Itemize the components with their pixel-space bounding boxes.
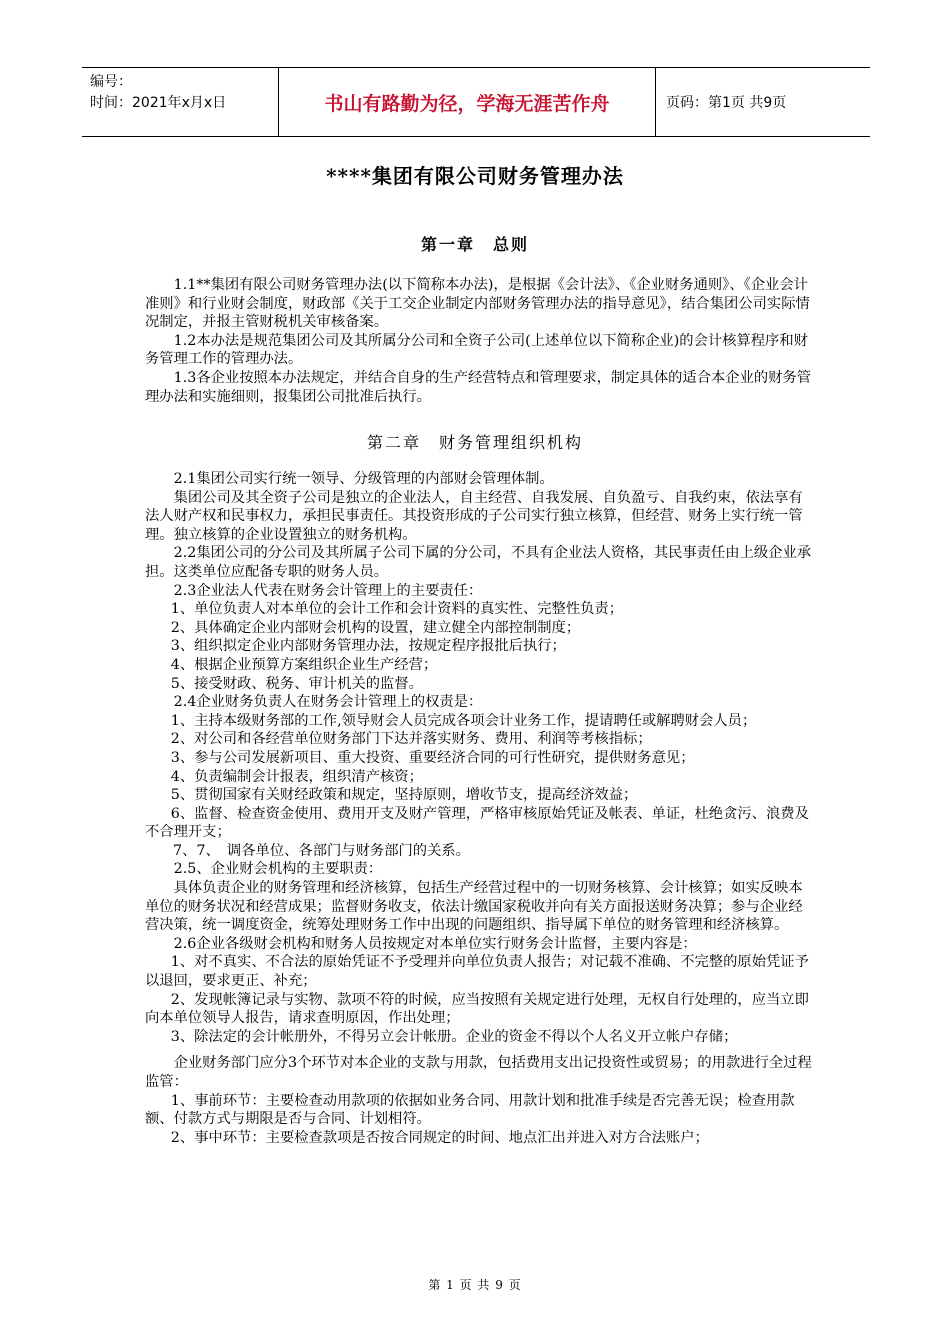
list-item: 3、组织拟定企业内部财务管理办法，按规定程序报批后执行； — [170, 638, 566, 655]
paragraph: 2.5、企业财会机构的主要职责： — [173, 861, 383, 878]
header-meta — [82, 68, 279, 136]
list-item: 1、单位负责人对本单位的会计工作和会计资料的真实性、完整性负责； — [170, 601, 624, 618]
header-number: 编号： — [90, 74, 132, 90]
list-item: 3、参与公司发展新项目、重大投资、重要经济合同的可行性研究，提供财务意见； — [170, 749, 695, 766]
list-item: 2、发现帐簿记录与实物、款项不符的时候，应当按照有关规定进行处理，无权自行处理的，应当立即向本单位领导人报告，请求查明原因，作出处理； — [145, 991, 809, 1027]
list-item: 2、具体确定企业内部财会机构的设置，建立健全内部控制制度； — [170, 619, 581, 636]
paragraph: 1.3各企业按照本办法规定，并结合自身的生产经营特点和管理要求，制定具体的适合本企业的财务管理办法和实施细则，报集团公司批准后执行。 — [145, 369, 812, 405]
paragraph: 企业财务部门应分3个环节对本企业的支款与用款，包括费用支出记投资性或贸易；的用款进行全过程监管： — [145, 1055, 812, 1090]
paragraph: 2.6企业各级财会机构和财务人员按规定对本单位实行财务会计监督，主要内容是： — [173, 935, 697, 952]
document-header — [82, 67, 870, 137]
paragraph: 1.1**集团有限公司财务管理办法(以下简称本办法)，是根据《会计法》、《企业财务通则》、《企业会计准则》和行业财会制度，财政部《关于工交企业制定内部财务管理办法的指导意见》，结合集团公司实际情况制定，并报主管财税机关审核备案。 — [145, 277, 810, 331]
paragraph: 集团公司及其全资子公司是独立的企业法人，自主经营、自我发展、自负盈亏、自我约束，依法享有法人财产权和民事权力，承担民事责任。其投资形成的子公司实行独立核算，但经营、财务上实行统一管理。独立核算的企业设置独立的财务机构。 — [145, 489, 803, 543]
paragraph: 2.1集团公司实行统一领导、分级管理的内部财会管理体制。 — [173, 471, 554, 487]
list-item: 2、事中环节：主要检查款项是否按合同规定的时间、地点汇出并进入对方合法账户； — [170, 1129, 709, 1146]
header-motto: 书山有路勤为径，学海无涯苦作舟 — [279, 68, 656, 136]
list-item: 5、贯彻国家有关财经政策和规定，坚持原则，增收节支，提高经济效益； — [170, 787, 638, 804]
list-item: 6、监督、检查资金使用、费用开支及财产管理，严格审核原始凭证及帐表、单证，杜绝贪污、浪费及不合理开支； — [145, 805, 809, 841]
paragraph: 1.2本办法是规范集团公司及其所属分公司和全资子公司(上述单位以下简称企业)的会计核算程序和财务管理工作的管理办法。 — [145, 332, 808, 368]
list-item: 7、7、 调各单位、各部门与财务部门的关系。 — [173, 842, 470, 859]
document-title: ****集团有限公司财务管理办法 — [326, 164, 624, 188]
header-time: 时间：2021年x月x日 — [90, 95, 227, 111]
page-footer: 第 1 页 共 9 页 — [428, 1278, 522, 1292]
chapter-2-heading: 第二章 财务管理组织机构 — [366, 433, 583, 452]
header-page-info: 页码：第1页 共9页 — [666, 95, 787, 111]
list-item: 1、事前环节：主要检查动用款项的依据如业务合同、用款计划和批准手续是否完善无误；检查用款额、付款方式与期限是否与合同、计划相符。 — [145, 1092, 795, 1128]
paragraph: 2.2集团公司的分公司及其所属子公司下属的分公司，不具有企业法人资格，其民事责任由上级企业承担。这类单位应配备专职的财务人员。 — [145, 545, 812, 580]
list-item: 4、负责编制会计报表，组织清产核资； — [170, 768, 423, 785]
paragraph: 具体负责企业的财务管理和经济核算，包括生产经营过程中的一切财务核算、会计核算；如实反映本单位的财务状况和经营成果；监督财务收支，依法计缴国家税收并向有关方面报送财务决算；参与企业经营决策，统一调度资金，统筹处理财务工作中出现的问题组织、指导属下单位的财务管理和经济核算。 — [145, 880, 803, 934]
list-item: 1、对不真实、不合法的原始凭证不予受理并向单位负责人报告；对记载不准确、不完整的原始凭证予以退回，要求更正、补充； — [145, 954, 809, 990]
chapter-1-heading: 第一章 总则 — [420, 235, 529, 254]
chapter-2-body — [145, 470, 815, 1147]
list-item: 5、接受财政、税务、审计机关的监督。 — [170, 675, 423, 692]
chapter-1-body — [145, 276, 815, 406]
paragraph: 2.3企业法人代表在财务会计管理上的主要责任： — [173, 582, 483, 599]
paragraph: 2.4企业财务负责人在财务会计管理上的权责是： — [173, 694, 483, 711]
list-item: 2、对公司和各经营单位财务部门下达并落实财务、费用、利润等考核指标； — [170, 731, 652, 748]
list-item: 1、主持本级财务部的工作,领导财会人员完成各项会计业务工作，提请聘任或解聘财会人员； — [170, 712, 757, 729]
list-item: 4、根据企业预算方案组织企业生产经营； — [170, 656, 438, 673]
list-item: 3、除法定的会计帐册外，不得另立会计帐册。企业的资金不得以个人名义开立帐户存储； — [170, 1028, 738, 1045]
